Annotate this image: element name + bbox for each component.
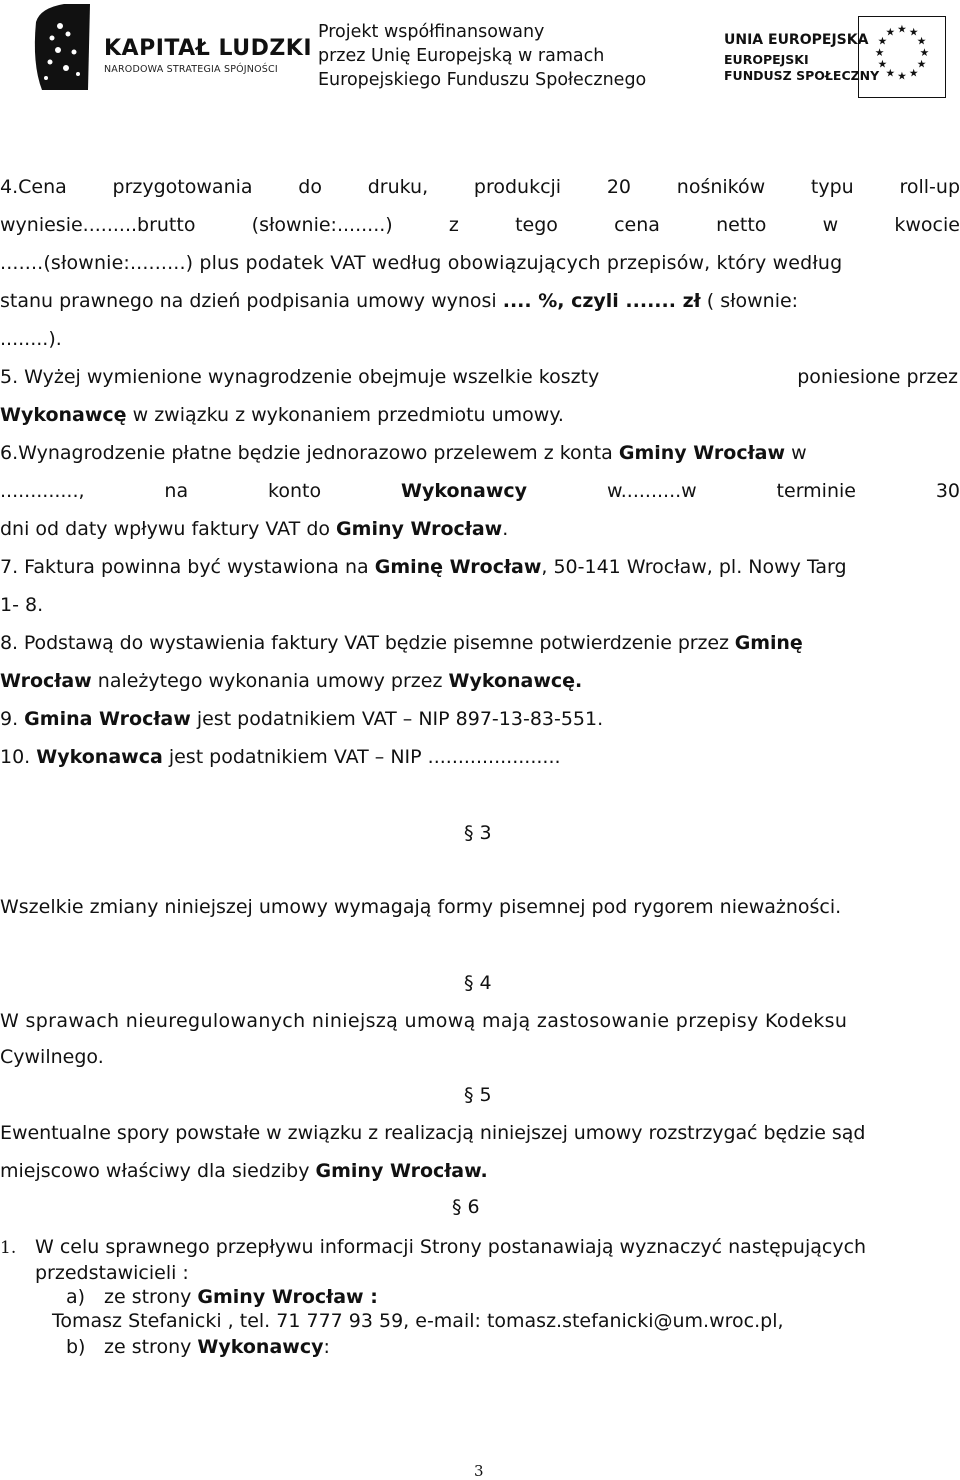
svg-text:★: ★ xyxy=(885,25,896,39)
document-header xyxy=(0,0,960,110)
eu-logo-line-3: FUNDUSZ SPOŁECZNY xyxy=(724,68,880,83)
section-6-heading: § 6 xyxy=(452,1196,480,1218)
eu-logo-line-1: UNIA EUROPEJSKA xyxy=(724,32,869,48)
p4-line-2: wyniesie.........brutto (słownie:........) z tego cena netto w kwocie xyxy=(0,214,960,236)
p10-line: 10. Wykonawca jest podatnikiem VAT – NIP ...................... xyxy=(0,746,561,768)
p7-line-2: 1- 8. xyxy=(0,594,44,616)
p7-line-1: 7. Faktura powinna być wystawiona na Gminę Wrocław, 50-141 Wrocław, pl. Nowy Targ xyxy=(0,556,847,578)
svg-text:★: ★ xyxy=(877,34,888,48)
p4-line-3: .......(słownie:.........) plus podatek VAT według obowiązujących przepisów, który według xyxy=(0,252,843,274)
svg-text:★: ★ xyxy=(897,22,907,36)
svg-text:★: ★ xyxy=(908,66,919,80)
p9-line: 9. Gmina Wrocław jest podatnikiem VAT – NIP 897-13-83-551. xyxy=(0,708,604,730)
representative-a: a) ze strony Gminy Wrocław : xyxy=(66,1286,378,1308)
section-5-line-1: Ewentualne spory powstałe w związku z realizacją niniejszej umowy rozstrzygać będzie sąd xyxy=(0,1122,866,1144)
p8-line-2: Wrocław należytego wykonania umowy przez Wykonawcę. xyxy=(0,670,583,692)
project-line-1: Projekt współfinansowany xyxy=(318,22,545,42)
svg-text:★: ★ xyxy=(919,46,930,60)
p8-line-1: 8. Podstawą do wystawienia faktury VAT będzie pisemne potwierdzenie przez Gminę xyxy=(0,632,803,654)
p4-line-1: 4.Cena przygotowania do druku, produkcji 20 nośników typu roll-up xyxy=(0,176,960,198)
page-number: 3 xyxy=(474,1462,484,1480)
p6-line-2: ............., na konto Wykonawcy w..........w terminie 30 xyxy=(0,480,960,502)
section-6-item-1-line-1: 1. W celu sprawnego przepływu informacji Strony postanawiają wyznaczyć następujących xyxy=(0,1236,867,1258)
p5-line-1: 5. Wyżej wymienione wynagrodzenie obejmuje wszelkie koszty poniesione przez xyxy=(0,366,958,388)
section-3-heading: § 3 xyxy=(464,822,492,844)
svg-text:★: ★ xyxy=(908,25,919,39)
kapital-ludzki-logo xyxy=(22,4,313,90)
section-4-line-1: W sprawach nieuregulowanych niniejszą umową mają zastosowanie przepisy Kodeksu xyxy=(0,1010,848,1032)
section-5-heading: § 5 xyxy=(464,1084,492,1106)
section-3-text: Wszelkie zmiany niniejszej umowy wymagają formy pisemnej pod rygorem nieważności. xyxy=(0,896,842,918)
eu-social-fund-logo xyxy=(700,16,950,100)
project-line-2: przez Unię Europejską w ramach xyxy=(318,46,605,66)
svg-text:★: ★ xyxy=(916,57,927,71)
p5-line-2: Wykonawcę w związku z wykonaniem przedmiotu umowy. xyxy=(0,404,564,426)
list-number: 1. xyxy=(0,1238,17,1258)
eu-flag-stars-icon xyxy=(858,16,946,98)
section-6-item-1-line-2: przedstawicieli : xyxy=(35,1262,189,1284)
section-4-heading: § 4 xyxy=(464,972,492,994)
p6-line-1: 6.Wynagrodzenie płatne będzie jednorazowo przelewem z konta Gminy Wrocław w xyxy=(0,442,807,464)
p4-line-4: stanu prawnego na dzień podpisania umowy wynosi .... %, czyli ....... zł ( słownie: xyxy=(0,290,799,312)
p6-line-3: dni od daty wpływu faktury VAT do Gminy Wrocław. xyxy=(0,518,509,540)
representative-a-contact: Tomasz Stefanicki , tel. 71 777 93 59, e-mail: tomasz.stefanicki@um.wroc.pl, xyxy=(52,1310,784,1332)
section-4-line-2: Cywilnego. xyxy=(0,1046,104,1068)
project-cofinancing-note xyxy=(318,20,647,92)
kapital-ludzki-name: KAPITAŁ LUDZKI xyxy=(104,36,313,61)
svg-text:★: ★ xyxy=(877,57,888,71)
eu-logo-line-2: EUROPEJSKI xyxy=(724,52,809,67)
svg-text:★: ★ xyxy=(885,66,896,80)
p4-line-5: ........). xyxy=(0,328,62,350)
kapital-ludzki-subtitle: NARODOWA STRATEGIA SPÓJNOŚCI xyxy=(104,64,278,75)
kapital-ludzki-emblem-icon xyxy=(30,4,92,90)
svg-text:★: ★ xyxy=(874,46,885,60)
section-5-line-2: miejscowo właściwy dla siedziby Gminy Wrocław. xyxy=(0,1160,488,1182)
representative-b: b) ze strony Wykonawcy: xyxy=(66,1336,330,1358)
project-line-3: Europejskiego Funduszu Społecznego xyxy=(318,70,647,90)
svg-text:★: ★ xyxy=(897,69,907,83)
svg-text:★: ★ xyxy=(916,34,927,48)
